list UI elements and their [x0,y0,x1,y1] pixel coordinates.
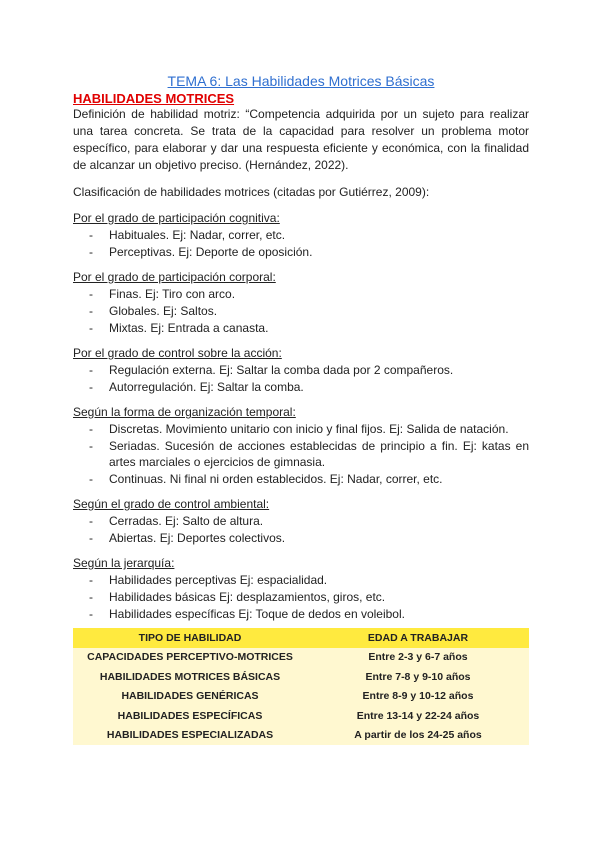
section-ambiental [73,496,529,546]
table-row [73,687,529,707]
item-list [73,362,529,395]
dash-bullet: - [89,514,93,528]
dash-bullet: - [89,287,93,301]
list-item: - Finas. Ej: Tiro con arco. [89,287,236,301]
list-item: - Habilidades básicas Ej: desplazamientos, giros, etc. [89,590,386,604]
list-item: - Habilidades específicas Ej: Toque de dedos en voleibol. [89,607,405,621]
table-row [73,706,529,726]
classification-intro: Clasificación de habilidades motrices (citadas por Gutiérrez, 2009): [73,185,430,199]
list-item: - Habilidades perceptivas Ej: espacialidad. [89,573,328,587]
table-cell: Entre 2-3 y 6-7 años [368,651,468,664]
section-title: Según la jerarquía: [73,556,175,570]
item-list [73,572,529,622]
list-item: - Continuas. Ni final ni orden establecidos. Ej: Nadar, correr, etc. [89,472,443,486]
section-title: Según el grado de control ambiental: [73,497,270,511]
document-title: TEMA 6: Las Habilidades Motrices Básicas [167,73,435,89]
dash-bullet: - [89,228,93,242]
table-cell: HABILIDADES GENÉRICAS [121,690,259,703]
table-row [73,667,529,687]
table-cell: HABILIDADES ESPECIALIZADAS [106,729,274,742]
dash-bullet: - [89,321,93,335]
dash-bullet: - [89,531,93,545]
item-list [73,227,529,260]
list-item: - Regulación externa. Ej: Saltar la comba dada por 2 compañeros. [89,363,454,377]
table-header-row [73,628,529,648]
section-title: Por el grado de participación cognitiva: [73,211,280,225]
table-cell: CAPACIDADES PERCEPTIVO-MOTRICES [87,651,293,664]
table-cell: HABILIDADES MOTRICES BÁSICAS [99,670,281,683]
list-item: - Mixtas. Ej: Entrada a canasta. [89,321,269,335]
list-item: - Perceptivas. Ej: Deporte de oposición. [89,245,313,259]
header-tipo: TIPO DE HABILIDAD [73,628,307,648]
list-item: - Cerradas. Ej: Salto de altura. [89,514,264,528]
section-cognitiva [73,210,529,260]
table-cell: Entre 8-9 y 10-12 años [362,690,474,703]
section-title: Según la forma de organización temporal: [73,405,296,419]
table-row [73,726,529,746]
document-page [73,72,529,622]
section-corporal [73,269,529,336]
section-heading: HABILIDADES MOTRICES [73,91,235,106]
list-item: - Autorregulación. Ej: Saltar la comba. [89,380,304,394]
dash-bullet: - [89,439,93,453]
table-cell: HABILIDADES ESPECÍFICAS [117,709,263,722]
dash-bullet: - [89,573,93,587]
dash-bullet: - [89,607,93,621]
dash-bullet: - [89,422,93,436]
list-item: - Discretas. Movimiento unitario con inicio y final fijos. Ej: Salida de natación. [89,422,509,436]
dash-bullet: - [89,590,93,604]
table-cell: A partir de los 24-25 años [354,729,482,742]
table-row [73,648,529,668]
item-list [73,421,529,487]
section-jerarquia [73,555,529,622]
list-item: - Abiertas. Ej: Deportes colectivos. [89,531,286,545]
list-item: - Seriadas. Sucesión de acciones establecidas de principio a fin. Ej: katas en artes marciales o ejercicios de gimnasia. [89,439,529,469]
item-list [73,286,529,336]
dash-bullet: - [89,304,93,318]
list-item: - Globales. Ej: Saltos. [89,304,218,318]
dash-bullet: - [89,245,93,259]
header-edad: EDAD A TRABAJAR [307,628,529,648]
section-temporal [73,404,529,487]
item-list [73,513,529,546]
section-title: Por el grado de control sobre la acción: [73,346,282,360]
section-control-accion [73,345,529,395]
definition-paragraph: Definición de habilidad motriz: “Competencia adquirida por un sujeto para realizar una tarea concreta. Se trata de la capacidad para resolver un problema motor específico, para elaborar y dar una respuesta eficiente y económica, con la finalidad de alcanzar un objetivo preciso. (Hernández, 2022). [73,107,529,172]
dash-bullet: - [89,472,93,486]
habilidades-table [73,628,529,745]
dash-bullet: - [89,363,93,377]
section-title: Por el grado de participación corporal: [73,270,276,284]
table-cell: Entre 7-8 y 9-10 años [365,670,471,683]
table-cell: Entre 13-14 y 22-24 años [356,709,480,722]
dash-bullet: - [89,380,93,394]
list-item: - Habituales. Ej: Nadar, correr, etc. [89,228,286,242]
